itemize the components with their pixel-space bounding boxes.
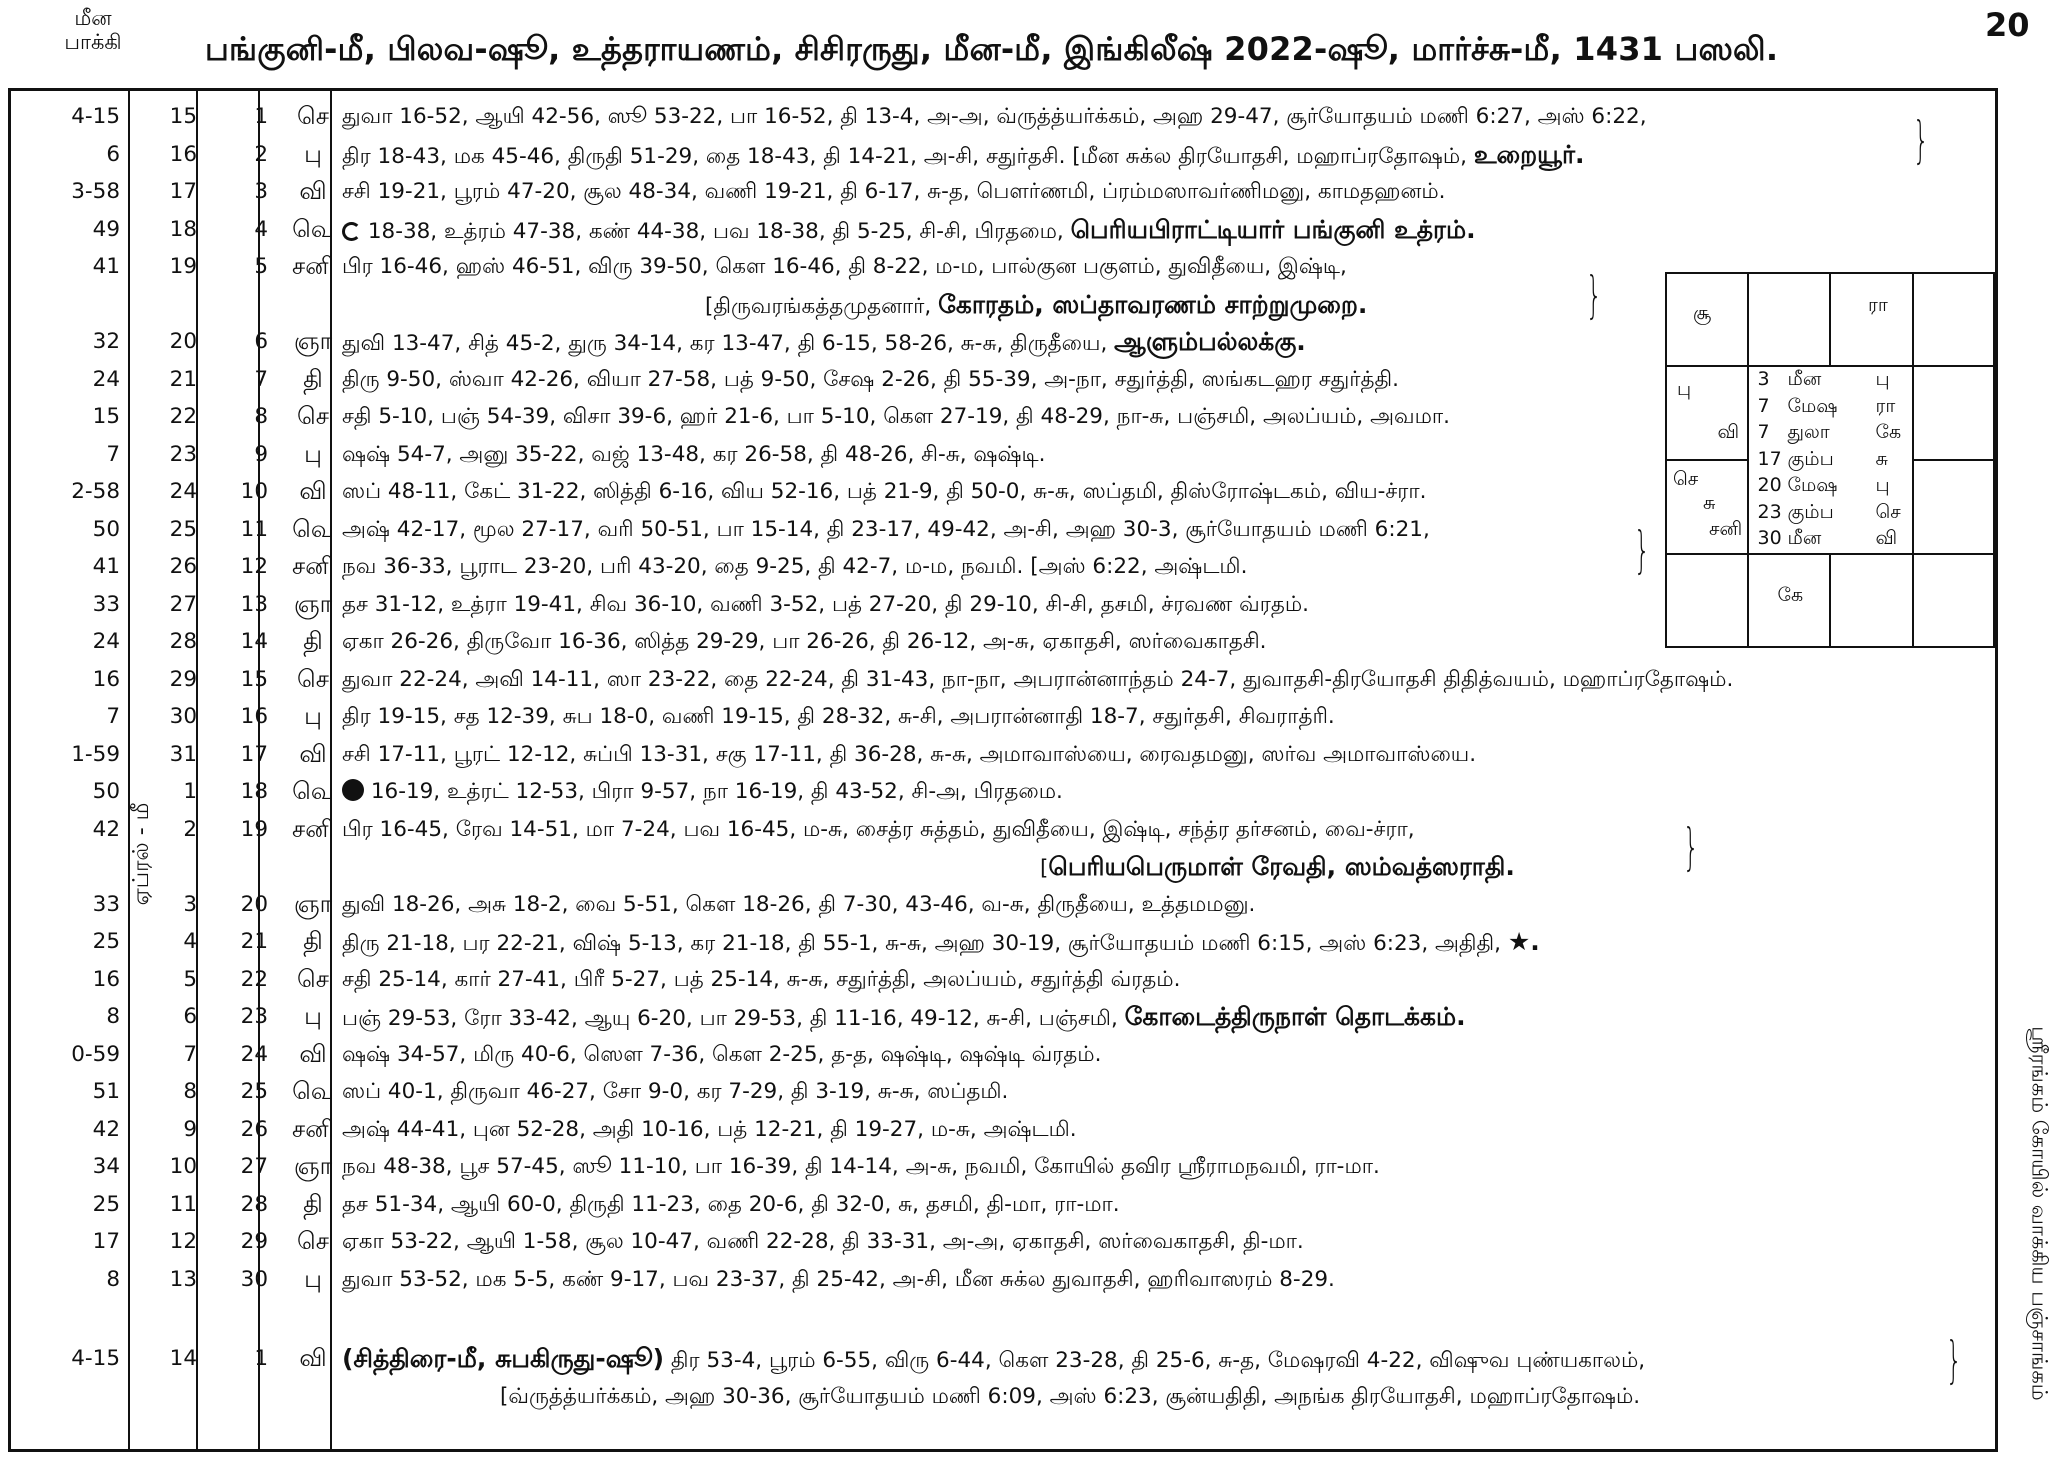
balance-cell: 50 xyxy=(92,516,120,542)
chart-planet: வி xyxy=(1717,421,1740,443)
table-row xyxy=(0,1073,2000,1110)
table-row xyxy=(0,1378,2000,1415)
balance-cell: 8 xyxy=(106,1266,120,1292)
balance-label-line1: மீன xyxy=(74,6,112,30)
page-title: பங்குனி-மீ, பிலவ-ஷூ, உத்தராயணம், சிசிரருது, மீன-மீ, இங்கிலீஷ் 2022-ஷூ, மார்ச்சு-மீ, 1431 பஸலி. xyxy=(205,30,1779,68)
english-date-cell: 12 xyxy=(169,1229,197,1254)
english-date-cell: 16 xyxy=(169,141,197,167)
details-cell xyxy=(342,1340,1645,1379)
details-highlight: ஆளும்பல்லக்கு. xyxy=(1114,327,1306,356)
details-cell xyxy=(342,586,1309,623)
english-date-cell: 1 xyxy=(183,779,197,804)
chart-transit-planet: சு xyxy=(1875,447,1888,470)
table-row xyxy=(0,1186,2000,1223)
tamil-date-cell: 1 xyxy=(254,104,268,129)
english-date-cell: 11 xyxy=(169,1191,197,1217)
details-cell xyxy=(342,998,1466,1037)
april-month-text: ஏப்ரல் - மீ xyxy=(129,802,154,906)
tamil-date-cell: 12 xyxy=(240,554,268,579)
details-text: திர 19-15, சத 12-39, சுப 18-0, வணி 19-15, தி 28-32, சு-சி, அபரான்னாதி 18-7, சதுர்தசி, சிவராத்ரி. xyxy=(342,704,1335,729)
english-date-cell: 10 xyxy=(169,1154,197,1179)
english-date-cell: 18 xyxy=(169,216,197,242)
chart-planet: பு xyxy=(1677,378,1692,400)
table-row xyxy=(0,698,2000,735)
english-date-cell: 29 xyxy=(169,666,197,692)
balance-cell: 6 xyxy=(106,141,120,167)
details-text: ஏகா 53-22, ஆயி 1-58, சூல 10-47, வணி 22-28, தி 33-31, அ-அ, ஏகாதசி, ஸர்வைகாதசி, தி-மா. xyxy=(342,1229,1304,1254)
chart-transit-day: 30 xyxy=(1757,527,1782,549)
english-date-cell: 20 xyxy=(169,329,197,354)
details-highlight: பெரியபிராட்டியார் பங்குனி உத்ரம். xyxy=(1070,214,1476,244)
chart-planet: சனி xyxy=(1709,518,1743,540)
chart-planet: சூ xyxy=(1693,302,1712,324)
weekday-cell: ஞா xyxy=(293,1152,333,1180)
chart-house xyxy=(1913,272,1996,366)
chart-planet: செ xyxy=(1673,468,1699,490)
chart-house xyxy=(1748,272,1831,366)
table-row xyxy=(0,773,2000,810)
tamil-date-cell: 29 xyxy=(240,1229,268,1254)
details-cell xyxy=(342,1148,1380,1185)
table-row xyxy=(0,961,2000,998)
details-highlight: (சித்திரை-மீ, சுபகிருது-ஷூ) xyxy=(342,1344,665,1373)
english-date-cell: 23 xyxy=(169,441,197,467)
side-label xyxy=(2018,990,2058,1450)
balance-cell: 24 xyxy=(92,629,120,654)
tamil-date-cell: 18 xyxy=(240,779,268,804)
weekday-cell: ஞா xyxy=(293,589,333,618)
table-row xyxy=(0,886,2000,923)
details-highlight: கோடைத்திருநாள் தொடக்கம். xyxy=(1124,1002,1466,1031)
weekday-cell: வி xyxy=(299,1039,327,1068)
details-text: ஷஷ் 34-57, மிரு 40-6, ஸௌ 7-36, கௌ 2-25, த-த, ஷஷ்டி, ஷஷ்டி வ்ரதம். xyxy=(342,1041,1102,1067)
table-row xyxy=(0,98,2000,135)
details-text: திர 18-43, மக 45-46, திருதி 51-29, தை 18-43, தி 14-21, அ-சி, சதுர்தசி. [மீன சுக்ல திரயோதசி, மஹாப்ரதோஷம், xyxy=(342,143,1474,169)
details-cell xyxy=(500,1378,1640,1415)
balance-cell: 41 xyxy=(92,254,120,279)
weekday-cell: வெ xyxy=(292,1077,334,1105)
balance-cell: 7 xyxy=(106,704,120,729)
tamil-date-cell: 24 xyxy=(240,1041,268,1067)
weekday-cell: தி xyxy=(303,627,323,655)
balance-cell: 15 xyxy=(92,404,120,429)
english-date-cell: 31 xyxy=(169,741,197,767)
chart-transit-day: 20 xyxy=(1757,474,1782,496)
tamil-date-cell: 15 xyxy=(240,666,268,692)
chart-transit-sign: மீன xyxy=(1787,527,1822,549)
tamil-date-cell: 16 xyxy=(240,704,268,729)
side-label-text: ஸ்ரீரங்கம் கோயில் வாக்கிய பஞ்சாங்கம் xyxy=(2027,1026,2052,1401)
weekday-cell: சனி xyxy=(292,814,334,843)
details-text: அஷ் 42-17, மூல 27-17, வரி 50-51, பா 15-14, தி 23-17, 49-42, அ-சி, அஹ 30-3, சூர்யோதயம் மணி 6:21, xyxy=(342,516,1430,542)
weekday-cell: வெ xyxy=(292,514,334,543)
details-text: சதி 5-10, பஞ் 54-39, விசா 39-6, ஹர் 21-6, பா 5-10, கௌ 27-19, தி 48-29, நா-சு, பஞ்சமி, அலப்யம், அவமா. xyxy=(342,404,1450,429)
tamil-date-cell: 28 xyxy=(240,1191,268,1217)
table-row xyxy=(0,1036,2000,1073)
page-number: 20 xyxy=(1985,6,2030,44)
details-cell xyxy=(342,548,1247,585)
details-text: நவ 36-33, பூராட 23-20, பரி 43-20, தை 9-25, தி 42-7, ம-ம, நவமி. [அஸ் 6:22, அஷ்டமி. xyxy=(342,554,1248,579)
details-highlight: உறையூர். xyxy=(1473,139,1585,169)
tamil-date-cell: 23 xyxy=(240,1004,268,1029)
details-text: திரு 21-18, பர 22-21, விஷ் 5-13, கர 21-18, தி 55-1, சு-சு, அஹ 30-19, சூர்யோதயம் மணி 6:15, அஸ் 6:23, அதிதி, xyxy=(342,931,1508,956)
weekday-cell: தி xyxy=(303,927,323,955)
balance-cell: 2-58 xyxy=(71,479,120,504)
chart-transit-day: 7 xyxy=(1757,394,1770,417)
details-cell xyxy=(342,1036,1101,1073)
details-cell xyxy=(342,248,1347,285)
chart-transit-day: 3 xyxy=(1757,368,1770,390)
brace: } xyxy=(1585,266,1602,324)
table-row xyxy=(0,1261,2000,1298)
english-date-cell: 19 xyxy=(169,254,197,279)
balance-cell: 3-58 xyxy=(71,179,120,204)
weekday-cell: வெ xyxy=(292,777,334,805)
weekday-cell: ஞா xyxy=(293,327,333,355)
chart-transit-planet: ரா xyxy=(1875,394,1896,417)
details-cell xyxy=(342,1261,1335,1298)
table-row xyxy=(0,1223,2000,1260)
english-date-cell: 27 xyxy=(169,591,197,617)
chart-transit-sign: கும்ப xyxy=(1787,447,1834,470)
details-text: தச 31-12, உத்ரா 19-41, சிவ 36-10, வணி 3-52, பத் 27-20, தி 29-10, சி-சி, தசமி, ச்ரவண வ்ரதம். xyxy=(342,591,1309,617)
details-cell xyxy=(342,773,1063,810)
details-cell xyxy=(342,211,1476,250)
tamil-date-cell: 25 xyxy=(240,1079,268,1104)
details-text: [ xyxy=(1040,856,1049,881)
details-text: [வ்ருத்த்யர்க்கம், அஹ 30-36, சூர்யோதயம் மணி 6:09, அஸ் 6:23, சூன்யதிதி, அநங்க திரயோதசி, மஹாப்ரதோஷம். xyxy=(500,1384,1641,1409)
details-cell xyxy=(342,436,1046,473)
weekday-cell: செ xyxy=(297,402,329,430)
balance-cell: 16 xyxy=(92,666,120,692)
weekday-cell: பு xyxy=(304,1264,322,1293)
table-row xyxy=(0,998,2000,1035)
chart-house xyxy=(1830,272,1913,366)
details-text: நவ 48-38, பூச 57-45, ஸூ 11-10, பா 16-39, தி 14-14, அ-சு, நவமி, கோயில் தவிர ஸ்ரீராமநவமி, ரா-மா. xyxy=(342,1154,1380,1179)
details-cell xyxy=(342,886,1255,923)
balance-cell: 16 xyxy=(92,966,120,992)
balance-label-line2: பாக்கி xyxy=(64,30,122,54)
balance-cell: 42 xyxy=(92,816,120,842)
weekday-cell: தி xyxy=(303,1189,323,1218)
new-moon-icon xyxy=(342,779,364,801)
balance-label xyxy=(38,6,148,54)
details-cell xyxy=(342,323,1306,362)
chart-planet: சு xyxy=(1703,492,1716,514)
chart-transit-planet: பு xyxy=(1875,474,1890,496)
details-text: அஷ் 44-41, புன 52-28, அதி 10-16, பத் 12-21, தி 19-27, ம-சு, அஷ்டமி. xyxy=(342,1116,1077,1142)
details-cell xyxy=(342,736,1476,773)
tamil-date-cell: 1 xyxy=(254,1346,268,1371)
balance-cell: 33 xyxy=(92,591,120,617)
weekday-cell: சனி xyxy=(292,252,334,280)
table-row xyxy=(0,136,2000,173)
tamil-date-cell: 13 xyxy=(240,591,268,617)
weekday-cell: சனி xyxy=(292,1114,334,1143)
english-date-cell: 17 xyxy=(169,179,197,204)
tamil-date-cell: 8 xyxy=(254,404,268,429)
english-date-cell: 14 xyxy=(169,1346,197,1371)
chart-house xyxy=(1913,366,1996,460)
weekday-cell: வி xyxy=(299,739,327,768)
weekday-cell: வி xyxy=(299,477,327,505)
weekday-cell: செ xyxy=(297,102,329,130)
weekday-cell: வி xyxy=(299,177,327,205)
details-cell xyxy=(342,1111,1077,1148)
english-date-cell: 5 xyxy=(183,966,197,992)
details-text: துவா 16-52, ஆயி 42-56, ஸூ 53-22, பா 16-52, தி 13-4, அ-அ, வ்ருத்த்யர்க்கம், அஹ 29-47, சூர்யோதயம் மணி 6:27, அஸ் 6:22, xyxy=(342,104,1647,129)
weekday-cell: செ xyxy=(297,1227,329,1255)
weekday-cell: செ xyxy=(297,964,329,993)
chart-transit-day: 7 xyxy=(1757,421,1770,443)
table-row xyxy=(0,923,2000,960)
tamil-date-cell: 11 xyxy=(240,516,268,542)
tamil-date-cell: 30 xyxy=(240,1266,268,1292)
tamil-date-cell: 9 xyxy=(254,441,268,467)
english-date-cell: 6 xyxy=(183,1004,197,1029)
details-cell xyxy=(342,511,1430,548)
balance-cell: 34 xyxy=(92,1154,120,1179)
tamil-date-cell: 14 xyxy=(240,629,268,654)
chart-transit-sign: மீன xyxy=(1787,368,1822,390)
balance-cell: 49 xyxy=(92,216,120,242)
details-text: ஸப் 48-11, கேட் 31-22, ஸித்தி 6-16, விய 52-16, பத் 21-9, தி 50-0, சு-சு, ஸப்தமி, திஸ்ரோஷ்டகம், விய-ச்ரா. xyxy=(342,479,1427,504)
tamil-date-cell: 6 xyxy=(254,329,268,354)
balance-cell: 25 xyxy=(92,1191,120,1217)
details-cell xyxy=(342,961,1180,998)
details-text: ஸப் 40-1, திருவா 46-27, சோ 9-0, கர 7-29, தி 3-19, சு-சு, ஸப்தமி. xyxy=(342,1079,1009,1104)
chart-transit-planet: வி xyxy=(1875,527,1898,549)
english-date-cell: 26 xyxy=(169,554,197,579)
details-highlight: பெரியபெருமாள் ரேவதி, ஸம்வத்ஸராதி. xyxy=(1048,852,1515,881)
weekday-cell: பு xyxy=(304,139,322,168)
balance-cell: 17 xyxy=(92,1229,120,1254)
tamil-date-cell: 2 xyxy=(254,141,268,167)
tamil-date-cell: 17 xyxy=(240,741,268,767)
tamil-date-cell: 3 xyxy=(254,179,268,204)
brace: } xyxy=(1682,818,1699,876)
details-text: பிர 16-45, ரேவ 14-51, மா 7-24, பவ 16-45, ம-சு, சைத்ர சுத்தம், துவிதீயை, இஷ்டி, சந்த்ர தர்சனம், வை-ச்ரா, xyxy=(342,816,1415,842)
weekday-cell: வி xyxy=(299,1344,327,1372)
chart-house xyxy=(1665,554,1748,648)
tamil-date-cell: 21 xyxy=(240,929,268,954)
table-row xyxy=(0,1148,2000,1185)
english-date-cell: 9 xyxy=(183,1116,197,1142)
chart-house xyxy=(1830,554,1913,648)
details-cell xyxy=(705,286,1367,325)
details-text: துவி 18-26, அசு 18-2, வை 5-51, கௌ 18-26, தி 7-30, 43-46, வ-சு, திருதீயை, உத்தமமனு. xyxy=(342,891,1256,917)
tamil-date-cell: 7 xyxy=(254,366,268,392)
details-text: சசி 17-11, பூரட் 12-12, சுப்பி 13-31, சகு 17-11, தி 36-28, சு-சு, அமாவாஸ்யை, ரைவதமனு, ஸர்வ அமாவாஸ்யை. xyxy=(342,741,1477,767)
weekday-cell: சனி xyxy=(292,552,334,580)
table-row xyxy=(0,848,2000,885)
tamil-date-cell: 26 xyxy=(240,1116,268,1142)
english-date-cell: 21 xyxy=(169,366,197,392)
weekday-cell: பு xyxy=(304,439,322,468)
details-text: திரு 9-50, ஸ்வா 42-26, வியா 27-58, பத் 9-50, சேஷ 2-26, தி 55-39, அ-நா, சதுர்த்தி, ஸங்கடஹர சதுர்த்தி. xyxy=(342,366,1399,392)
weekday-cell: பு xyxy=(304,702,322,730)
balance-cell: 1-59 xyxy=(71,741,120,767)
tamil-date-cell: 19 xyxy=(240,816,268,842)
balance-cell: 41 xyxy=(92,554,120,579)
balance-cell: 4-15 xyxy=(71,1346,120,1371)
chart-transit-planet: செ xyxy=(1875,500,1901,523)
details-cell xyxy=(342,811,1415,848)
table-row xyxy=(0,211,2000,248)
tamil-date-cell: 20 xyxy=(240,891,268,917)
english-date-cell: 2 xyxy=(183,816,197,842)
details-text: சசி 19-21, பூரம் 47-20, சூல 48-34, வணி 19-21, தி 6-17, சு-த, பௌர்ணமி, ப்ரம்மஸாவர்ணிமனு, காமதஹனம். xyxy=(342,179,1446,204)
chart-transit-sign: துலா xyxy=(1787,421,1830,443)
details-cell xyxy=(342,398,1450,435)
english-date-cell: 7 xyxy=(183,1041,197,1067)
details-cell xyxy=(342,1186,1120,1223)
brace: } xyxy=(1633,521,1650,579)
tamil-date-cell: 4 xyxy=(254,216,268,242)
table-row xyxy=(0,661,2000,698)
english-date-cell: 8 xyxy=(183,1079,197,1104)
details-text: சதி 25-14, கார் 27-41, பிரீ 5-27, பத் 25-14, சு-சு, சதுர்த்தி, அலப்யம், சதுர்த்தி வ்ரதம். xyxy=(342,966,1181,992)
details-text: துவி 13-47, சித் 45-2, துரு 34-14, கர 13-47, தி 6-15, 58-26, சு-சு, திருதீயை, xyxy=(342,331,1115,356)
details-text: துவா 22-24, அவி 14-11, ஸா 23-22, தை 22-24, தி 31-43, நா-நா, அபரான்னாந்தம் 24-7, துவாதசி-திரயோதசி திதித்வயம், மஹாப்ரதோஷம். xyxy=(342,666,1734,692)
balance-cell: 50 xyxy=(92,779,120,804)
details-cell xyxy=(342,173,1446,210)
balance-cell: 7 xyxy=(106,441,120,467)
english-date-cell: 3 xyxy=(183,891,197,917)
chart-transit-sign: கும்ப xyxy=(1787,500,1834,523)
tamil-date-cell: 5 xyxy=(254,254,268,279)
brace: } xyxy=(1945,1331,1962,1389)
table-row xyxy=(0,1340,2000,1377)
tamil-date-cell: 10 xyxy=(240,479,268,504)
details-text: ஏகா 26-26, திருவோ 16-36, ஸித்த 29-29, பா 26-26, தி 26-12, அ-சு, ஏகாதசி, ஸர்வைகாதசி. xyxy=(342,629,1267,654)
chart-transit-sign: மேஷ xyxy=(1787,474,1838,496)
english-date-cell: 13 xyxy=(169,1266,197,1292)
english-date-cell: 30 xyxy=(169,704,197,729)
weekday-cell: செ xyxy=(297,664,329,693)
details-cell xyxy=(342,661,1733,698)
english-date-cell: 28 xyxy=(169,629,197,654)
full-moon-icon xyxy=(342,222,361,241)
balance-cell: 4-15 xyxy=(71,104,120,129)
weekday-cell: தி xyxy=(303,364,323,393)
english-date-cell: 25 xyxy=(169,516,197,542)
tamil-date-cell: 22 xyxy=(240,966,268,992)
weekday-cell: வெ xyxy=(292,214,334,243)
chart-house xyxy=(1913,554,1996,648)
chart-transit-planet: பு xyxy=(1875,368,1890,390)
details-cell xyxy=(342,136,1585,175)
details-cell xyxy=(342,698,1335,735)
details-cell xyxy=(1040,848,1515,887)
chart-transit-day: 17 xyxy=(1757,447,1782,470)
english-date-cell: 22 xyxy=(169,404,197,429)
tamil-date-cell: 27 xyxy=(240,1154,268,1179)
english-date-cell: 24 xyxy=(169,479,197,504)
chart-transit-sign: மேஷ xyxy=(1787,394,1838,417)
chart-transit-planet: கே xyxy=(1875,421,1902,443)
details-text: திர 53-4, பூரம் 6-55, விரு 6-44, கௌ 23-28, தி 25-6, சு-த, மேஷரவி 4-22, விஷுவ புண்யகாலம், xyxy=(664,1348,1646,1373)
balance-cell: 51 xyxy=(92,1079,120,1104)
details-text: பஞ் 29-53, ரோ 33-42, ஆயு 6-20, பா 29-53, தி 11-16, 49-12, சு-சி, பஞ்சமி, xyxy=(342,1006,1125,1031)
details-cell xyxy=(342,98,1647,135)
balance-cell: 24 xyxy=(92,366,120,392)
balance-cell: 0-59 xyxy=(71,1041,120,1067)
details-text: 18-38, உத்ரம் 47-38, கண் 44-38, பவ 18-38, தி 5-25, சி-சி, பிரதமை, xyxy=(361,218,1071,244)
details-cell xyxy=(342,1223,1304,1260)
english-date-cell: 4 xyxy=(183,929,197,954)
balance-cell: 8 xyxy=(106,1004,120,1029)
weekday-cell: ஞா xyxy=(293,889,333,918)
weekday-cell: பு xyxy=(304,1002,322,1030)
details-highlight: கோரதம், ஸப்தாவரணம் சாற்றுமுறை. xyxy=(938,289,1368,319)
details-text: பிர 16-46, ஹஸ் 46-51, விரு 39-50, கௌ 16-46, தி 8-22, ம-ம, பால்குன பகுளம், துவிதீயை, இஷ்டி, xyxy=(342,254,1347,279)
balance-cell: 25 xyxy=(92,929,120,954)
table-row xyxy=(0,811,2000,848)
balance-cell: 32 xyxy=(92,329,120,354)
details-text: [திருவரங்கத்தமுதனார், xyxy=(705,293,939,319)
table-row xyxy=(0,173,2000,210)
chart-planet: கே xyxy=(1777,584,1804,606)
details-cell xyxy=(342,623,1267,660)
chart-transit-day: 23 xyxy=(1757,500,1782,523)
details-cell xyxy=(342,361,1399,398)
english-date-cell: 15 xyxy=(169,104,197,129)
chart-house xyxy=(1913,460,1996,554)
chart-planet: ரா xyxy=(1868,294,1888,316)
balance-cell: 33 xyxy=(92,891,120,917)
details-text: 16-19, உத்ரட் 12-53, பிரா 9-57, நா 16-19, தி 43-52, சி-அ, பிரதமை. xyxy=(364,779,1063,804)
details-cell xyxy=(342,473,1426,510)
details-text: ஷஷ் 54-7, அனு 35-22, வஜ் 13-48, கர 26-58, தி 48-26, சி-சு, ஷஷ்டி. xyxy=(342,441,1046,467)
brace: } xyxy=(1912,111,1929,169)
details-text: துவா 53-52, மக 5-5, கண் 9-17, பவ 23-37, தி 25-42, அ-சி, மீன சுக்ல துவாதசி, ஹரிவாஸரம் 8-29. xyxy=(342,1266,1335,1292)
details-text: தச 51-34, ஆயி 60-0, திருதி 11-23, தை 20-6, தி 32-0, சு, தசமி, தி-மா, ரா-மா. xyxy=(342,1191,1120,1217)
details-cell xyxy=(342,1073,1008,1110)
balance-cell: 42 xyxy=(92,1116,120,1142)
star-icon: ★. xyxy=(1507,927,1540,956)
table-row xyxy=(0,1111,2000,1148)
details-cell xyxy=(342,923,1540,962)
table-row xyxy=(0,736,2000,773)
